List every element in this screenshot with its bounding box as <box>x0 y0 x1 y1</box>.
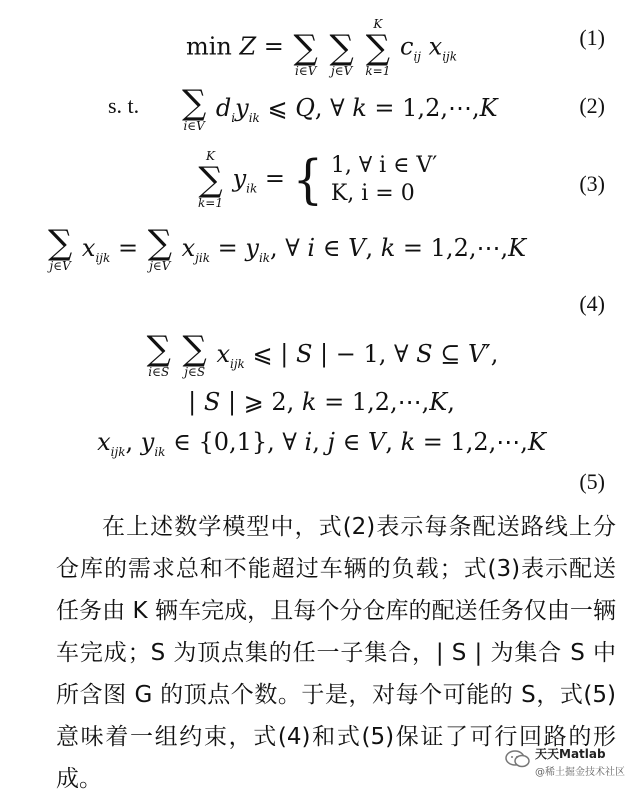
left-brace: { <box>292 149 324 211</box>
equation-3-number: (3) <box>579 171 605 196</box>
sum-symbol: ∑ j∈V <box>48 223 73 273</box>
equation-2: s. t. ∑ i∈V $d_iy_{ik}$ ⩽ Q, ∀ k = 1,2,⋯,K (2) <box>108 83 605 133</box>
equation-4: ∑ j∈V $x_{ijk}$ = ∑ j∈V $x_{jik} = y_{ik}$, ∀ i ∈ V, k = 1,2,⋯,K <box>48 223 527 273</box>
wechat-icon <box>505 749 531 769</box>
sum-symbol: ∑ j∈S <box>182 329 207 379</box>
watermark-title: 天天Matlab <box>535 747 606 761</box>
watermark <box>505 743 625 783</box>
sum-symbol: ∑ i∈S <box>146 329 171 379</box>
equation-5-line-1: ∑ i∈S ∑ j∈S $x_{ijk}$ ⩽ | S | − 1, ∀ S ⊆ V′, <box>146 329 499 379</box>
equation-4-number: (4) <box>579 291 605 316</box>
sum-symbol: ∑ j∈V <box>147 223 172 273</box>
sum-symbol: K ∑ k=1 <box>198 149 223 210</box>
equation-2-number: (2) <box>579 93 605 118</box>
sum-symbol: K ∑ k=1 <box>365 17 391 78</box>
equation-5-line-2: | S | ⩾ 2, k = 1,2,⋯,K, <box>188 388 455 416</box>
equation-4-number-row <box>0 284 643 324</box>
equation-5-number: (5) <box>579 469 605 494</box>
sum-symbol: ∑ i∈V <box>182 83 207 133</box>
paragraph-text: 在上述数学模型中，式(2)表示每条配送路线上分仓库的需求总和不能超过车辆的负载；式(3)表示配送任务由 K 辆车完成，且每个分仓库的配送任务仅由一辆车完成；S 为顶点集的任一子集合，| S | 为集合 S 中所含图 G 的顶点个数。于是，对每个可能的 S，式(5)意味着一组约束，式(4)和式(5)保证了可行回路的形成。 <box>56 514 616 792</box>
equation-3: K ∑ k=1 $y_{ik}$ = { 1, ∀ i ∈ V′ K, i = 0 (3) <box>198 149 605 211</box>
equation-1-number: (1) <box>579 25 605 50</box>
subject-to-label: s. t. <box>108 93 140 118</box>
case-line-2: K, i = 0 <box>330 181 415 206</box>
case-line-1: 1, ∀ i ∈ V′ <box>330 153 438 178</box>
equation-5-line-3: $x_{ijk}$, $y_{ik}$ ∈ {0,1}, ∀ i, j ∈ V, k = 1,2,⋯,K <box>97 428 546 459</box>
equation-5-number-row <box>0 462 643 502</box>
watermark-subtitle: @稀土掘金技术社区 <box>535 767 625 778</box>
sum-symbol: ∑ i∈V <box>293 28 318 78</box>
sum-symbol: ∑ j∈V <box>329 28 354 78</box>
equation-1: min Z = ∑ i∈V ∑ j∈V K ∑ k=1 $c_{ij}$ $x_{ijk}$ (1) <box>185 17 605 78</box>
